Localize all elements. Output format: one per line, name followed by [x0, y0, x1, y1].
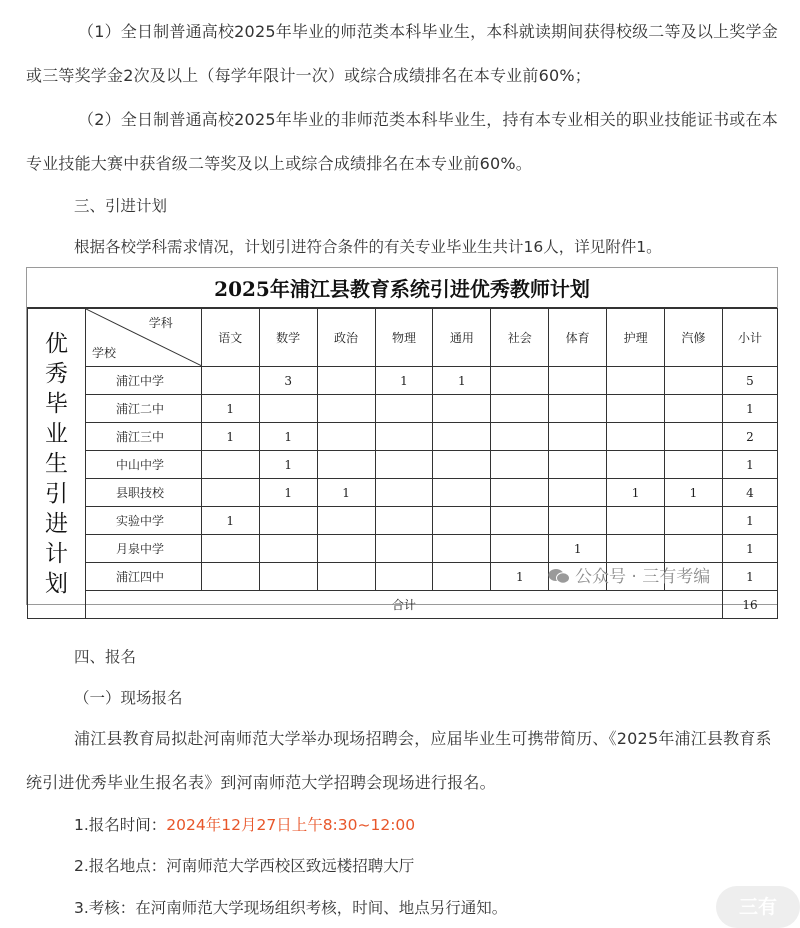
table-row [28, 423, 778, 451]
quota-cell: 1 [722, 563, 777, 591]
table-row [28, 535, 778, 563]
quota-cell: 1 [201, 507, 259, 535]
quota-cell [375, 563, 433, 591]
subject-header: 物理 [375, 309, 433, 367]
quota-cell [607, 535, 665, 563]
quota-cell [317, 535, 375, 563]
quota-cell [375, 423, 433, 451]
quota-cell [317, 395, 375, 423]
quota-cell [201, 563, 259, 591]
floating-badge-button[interactable]: 三有 [716, 886, 800, 928]
quota-cell [549, 451, 607, 479]
side-label-char: 毕 [44, 390, 68, 417]
quota-cell: 1 [722, 451, 777, 479]
side-label [28, 309, 86, 619]
quota-cell [375, 479, 433, 507]
quota-cell [549, 395, 607, 423]
quota-cell: 3 [259, 367, 317, 395]
school-name: 中山中学 [85, 451, 201, 479]
quota-cell [259, 507, 317, 535]
table-row [28, 507, 778, 535]
quota-cell [665, 451, 723, 479]
paragraph-plan-summary: 根据各校学科需求情况，计划引进符合条件的有关专业毕业生共计16人，详见附件1。 [74, 238, 662, 256]
quota-cell [201, 479, 259, 507]
quota-cell: 4 [722, 479, 777, 507]
quota-cell [433, 535, 491, 563]
quota-cell [259, 535, 317, 563]
school-name: 月泉中学 [85, 535, 201, 563]
subject-header: 语文 [201, 309, 259, 367]
recruitment-plan-table [26, 267, 778, 612]
time-value: 2024年12月27日上午8:30~12:00 [166, 816, 416, 834]
side-label-char: 划 [44, 570, 68, 597]
quota-cell [201, 535, 259, 563]
subject-header: 政治 [317, 309, 375, 367]
section-heading-registration: 四、报名 [74, 648, 137, 666]
quota-cell [549, 507, 607, 535]
quota-cell [607, 395, 665, 423]
quota-cell [665, 507, 723, 535]
quota-cell [433, 423, 491, 451]
quota-cell [607, 367, 665, 395]
quota-cell [433, 507, 491, 535]
quota-cell: 1 [722, 395, 777, 423]
quota-cell [491, 423, 549, 451]
quota-cell [491, 507, 549, 535]
quota-cell [665, 395, 723, 423]
side-label-char: 引 [44, 480, 68, 507]
quota-cell: 1 [433, 367, 491, 395]
registration-place: 2.报名地点：河南师范大学西校区致远楼招聘大厅 [74, 857, 415, 875]
table-title: 2025年浦江县教育系统引进优秀教师计划 [27, 268, 777, 308]
quota-cell: 1 [375, 367, 433, 395]
side-label-char: 进 [44, 510, 68, 537]
side-label-char: 优 [44, 330, 68, 357]
quota-cell [375, 395, 433, 423]
subject-header: 社会 [491, 309, 549, 367]
quota-cell [375, 507, 433, 535]
subject-header: 通用 [433, 309, 491, 367]
quota-cell: 1 [259, 451, 317, 479]
quota-cell: 1 [491, 563, 549, 591]
subject-header: 小计 [722, 309, 777, 367]
quota-cell [317, 451, 375, 479]
subject-header: 护理 [607, 309, 665, 367]
quota-cell [607, 507, 665, 535]
quota-cell [665, 423, 723, 451]
assessment-info: 3.考核：在河南师范大学现场组织考核，时间、地点另行通知。 [74, 899, 508, 917]
subheading-onsite: （一）现场报名 [74, 689, 183, 707]
quota-cell [607, 451, 665, 479]
quota-cell: 1 [665, 479, 723, 507]
quota-cell [491, 395, 549, 423]
corner-header [85, 309, 201, 367]
quota-cell: 5 [722, 367, 777, 395]
quota-cell [317, 367, 375, 395]
side-label-char: 秀 [44, 360, 68, 387]
quota-cell [665, 367, 723, 395]
quota-cell: 1 [607, 479, 665, 507]
quota-cell [549, 479, 607, 507]
quota-cell [607, 423, 665, 451]
quota-cell [201, 451, 259, 479]
quota-cell: 1 [201, 423, 259, 451]
quota-cell [259, 563, 317, 591]
table-row [28, 451, 778, 479]
subject-header: 汽修 [665, 309, 723, 367]
quota-cell [433, 479, 491, 507]
corner-school-label: 学校 [91, 346, 116, 360]
quota-cell: 1 [722, 535, 777, 563]
quota-cell [491, 367, 549, 395]
quota-cell [491, 535, 549, 563]
quota-cell: 2 [722, 423, 777, 451]
quota-cell [259, 395, 317, 423]
total-label: 合计 [85, 591, 722, 619]
school-name: 浦江三中 [85, 423, 201, 451]
paragraph-criteria-2: （2）全日制普通高校2025年毕业的非师范类本科毕业生，持有本专业相关的职业技能证书或在本专业技能大赛中获省级二等奖及以上或综合成绩排名在本专业前60%。 [26, 110, 778, 173]
corner-subject-label: 学科 [148, 316, 173, 330]
total-value: 16 [722, 591, 777, 619]
quota-cell [317, 507, 375, 535]
quota-cell: 1 [549, 535, 607, 563]
watermark-text: 公众号 · 三有考编 [575, 567, 711, 587]
quota-cell: 1 [722, 507, 777, 535]
watermark [548, 562, 710, 587]
time-label: 1.报名时间： [74, 816, 167, 834]
quota-cell: 1 [201, 395, 259, 423]
quota-cell [317, 423, 375, 451]
school-name: 县职技校 [85, 479, 201, 507]
school-name: 浦江四中 [85, 563, 201, 591]
quota-cell [433, 563, 491, 591]
quota-cell [317, 563, 375, 591]
total-row [28, 591, 778, 619]
quota-cell: 1 [259, 423, 317, 451]
side-label-char: 业 [44, 420, 68, 447]
quota-cell [201, 367, 259, 395]
quota-cell: 1 [317, 479, 375, 507]
school-name: 浦江中学 [85, 367, 201, 395]
table-row [28, 367, 778, 395]
side-label-char: 计 [44, 540, 68, 567]
subject-header: 数学 [259, 309, 317, 367]
table-row [28, 479, 778, 507]
wechat-icon [548, 568, 570, 584]
quota-cell [433, 395, 491, 423]
section-heading-plan: 三、引进计划 [74, 197, 168, 215]
quota-cell [375, 451, 433, 479]
quota-cell [433, 451, 491, 479]
quota-cell [491, 479, 549, 507]
registration-time [74, 813, 415, 835]
paragraph-onsite-details: 浦江县教育局拟赴河南师范大学举办现场招聘会，应届毕业生可携带简历、《2025年浦江县教育系统引进优秀毕业生报名表》到河南师范大学招聘会现场进行报名。 [26, 729, 772, 792]
side-label-char: 生 [44, 450, 68, 477]
quota-cell [375, 535, 433, 563]
quota-cell [665, 535, 723, 563]
table-row [28, 395, 778, 423]
quota-cell [549, 423, 607, 451]
school-name: 浦江二中 [85, 395, 201, 423]
quota-cell: 1 [259, 479, 317, 507]
quota-cell [549, 367, 607, 395]
quota-cell [491, 451, 549, 479]
school-name: 实验中学 [85, 507, 201, 535]
paragraph-criteria-1: （1）全日制普通高校2025年毕业的师范类本科毕业生，本科就读期间获得校级二等及以上奖学金或三等奖学金2次及以上（每学年限计一次）或综合成绩排名在本专业前60%； [26, 22, 778, 85]
subject-header: 体育 [549, 309, 607, 367]
